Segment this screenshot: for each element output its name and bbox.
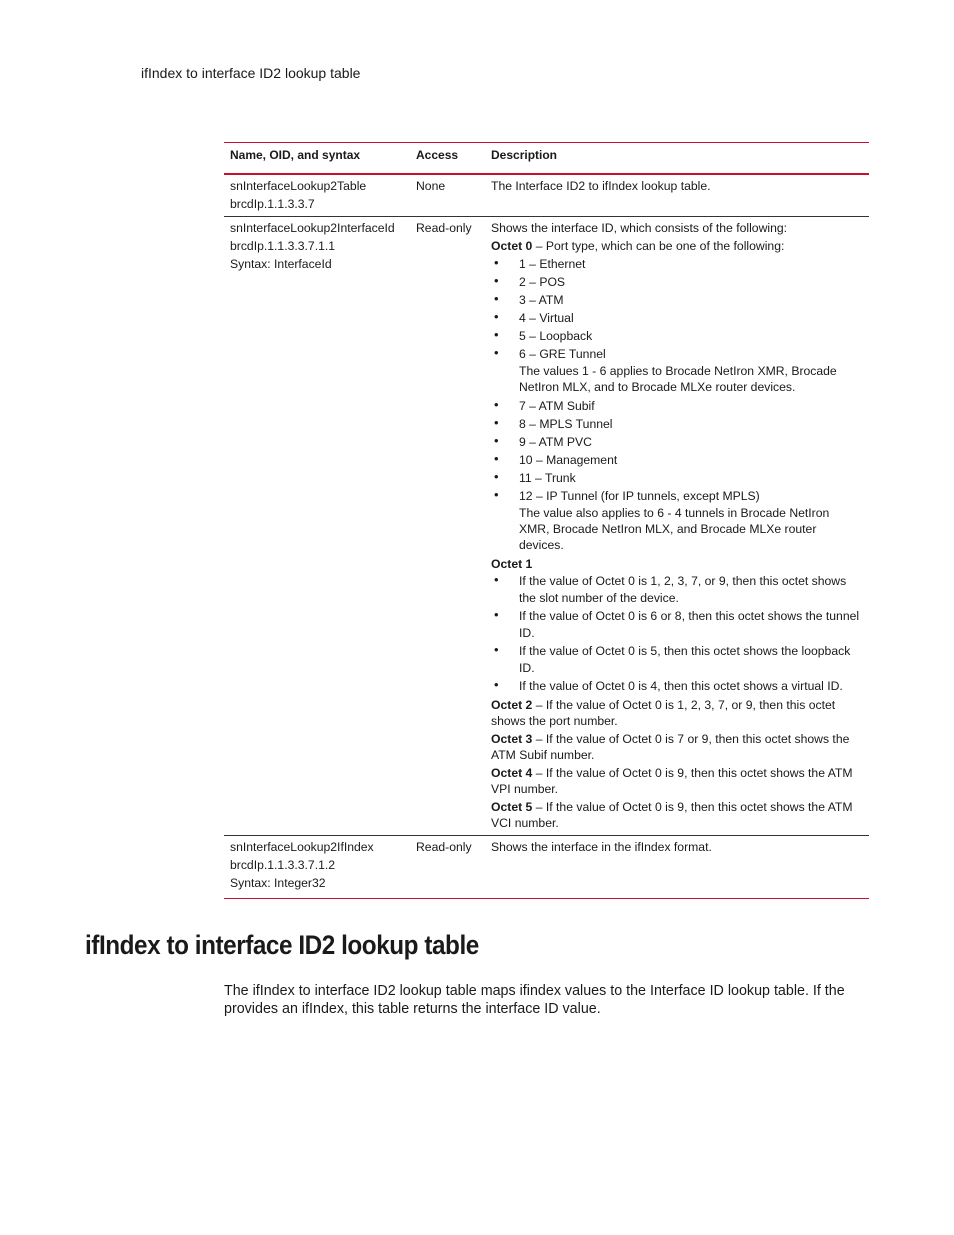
table-row: [224, 835, 869, 898]
octet-label: Octet 4: [491, 765, 533, 780]
bullet-icon: •: [494, 397, 499, 412]
description-cell: The Interface ID2 to ifIndex lookup table.: [491, 179, 711, 193]
bullet-icon: •: [494, 415, 499, 430]
bullet-icon: •: [494, 487, 499, 502]
list-item: • 5 – Loopback: [494, 327, 593, 343]
access-cell: Read-only: [416, 221, 472, 235]
list-item: • If the value of Octet 0 is 1, 2, 3, 7, or 9, then this octet shows the slot number of the device.: [494, 572, 847, 605]
bullet-icon: •: [494, 677, 499, 692]
bullet-icon: •: [494, 273, 499, 288]
bullet-icon: •: [494, 327, 499, 342]
object-name-cell: [224, 174, 410, 217]
list-item: • If the value of Octet 0 is 6 or 8, then this octet shows the tunnel ID.: [494, 607, 860, 640]
object-name: snInterfaceLookup2InterfaceId: [230, 221, 395, 235]
octet-label: Octet 5: [491, 799, 533, 814]
list-item: • If the value of Octet 0 is 5, then this octet shows the loopback ID.: [494, 642, 851, 675]
octet-text: – If the value of Octet 0 is 7 or 9, then this octet shows the ATM Subif number.: [491, 731, 850, 762]
mib-object-table: [224, 142, 869, 899]
octet0-line: [491, 237, 863, 255]
bullet-icon: •: [494, 433, 499, 448]
bullet-icon: •: [494, 469, 499, 484]
port-type-note: The values 1 - 6 applies to Brocade NetIron XMR, Brocade NetIron MLX, and to Brocade MLXe router devices.: [519, 364, 837, 394]
object-syntax: Syntax: Integer32: [230, 875, 326, 890]
section-title: ifIndex to interface ID2 lookup table: [85, 930, 479, 960]
bullet-icon: •: [494, 451, 499, 466]
list-item: • 8 – MPLS Tunnel: [494, 415, 613, 431]
octet1-label: Octet 1: [491, 557, 533, 571]
table-header-row: [224, 143, 869, 175]
bullet-icon: •: [494, 309, 499, 324]
running-header: ifIndex to interface ID2 lookup table: [141, 65, 361, 81]
table-row: [224, 174, 869, 217]
object-name: snInterfaceLookup2IfIndex: [230, 839, 374, 854]
description-intro: Shows the interface ID, which consists of the following:: [491, 221, 788, 235]
list-item: • 6 – GRE Tunnel: [494, 345, 606, 361]
column-header-description: Description: [491, 148, 558, 162]
access-cell: Read-only: [416, 839, 472, 854]
bullet-icon: •: [494, 345, 499, 360]
octet4-paragraph: [491, 765, 863, 798]
object-name: snInterfaceLookup2Table: [230, 179, 367, 193]
list-item: • If the value of Octet 0 is 4, then this octet shows a virtual ID.: [494, 677, 843, 693]
description-cell: [485, 217, 869, 836]
list-item: • 3 – ATM: [494, 291, 564, 307]
access-cell: None: [416, 179, 446, 193]
list-item: • 7 – ATM Subif: [494, 397, 595, 413]
description-cell: Shows the interface in the ifIndex format.: [491, 839, 712, 854]
octet-label: Octet 2: [491, 697, 533, 712]
list-item: • 1 – Ethernet: [494, 255, 586, 271]
section-paragraph: The ifIndex to interface ID2 lookup table maps ifindex values to the Interface ID lookup table. If the provides an ifIndex, this table returns the interface ID value.: [224, 983, 845, 1017]
column-header-access: Access: [416, 148, 459, 162]
list-item: • 11 – Trunk: [494, 469, 576, 485]
object-name-cell: [224, 835, 410, 898]
column-header-name: Name, OID, and syntax: [230, 148, 361, 162]
bullet-icon: •: [494, 642, 499, 657]
bullet-icon: •: [494, 255, 499, 270]
list-item: • 12 – IP Tunnel (for IP tunnels, except MPLS): [494, 487, 760, 503]
octet5-paragraph: [491, 799, 863, 832]
list-item: • 2 – POS: [494, 273, 566, 289]
object-name-cell: [224, 217, 410, 836]
octet-text: – If the value of Octet 0 is 9, then this octet shows the ATM VPI number.: [491, 765, 853, 796]
octet-label: Octet 3: [491, 731, 533, 746]
bullet-icon: •: [494, 607, 499, 622]
octet1-list: [491, 573, 863, 695]
octet2-paragraph: [491, 697, 863, 730]
list-item: • 4 – Virtual: [494, 309, 574, 325]
octet-text: – If the value of Octet 0 is 1, 2, 3, 7, or 9, then this octet shows the port number.: [491, 697, 836, 728]
octet-text: – Port type, which can be one of the following:: [532, 239, 785, 253]
octet3-paragraph: [491, 731, 863, 764]
bullet-icon: •: [494, 291, 499, 306]
list-item: • 9 – ATM PVC: [494, 433, 592, 449]
object-oid: brcdIp.1.1.3.3.7: [230, 197, 315, 211]
port-type-list-continued: [491, 397, 863, 505]
list-item: • 10 – Management: [494, 451, 618, 467]
octet-label: Octet 0: [491, 239, 533, 253]
tunnel-note: The value also applies to 6 - 4 tunnels in Brocade NetIron XMR, Brocade NetIron MLX, and Brocade MLXe router devices.: [519, 506, 830, 552]
object-syntax: Syntax: InterfaceId: [230, 257, 332, 271]
object-oid: brcdIp.1.1.3.3.7.1.2: [230, 857, 336, 872]
object-oid: brcdIp.1.1.3.3.7.1.1: [230, 239, 336, 253]
octet-text: – If the value of Octet 0 is 9, then this octet shows the ATM VCI number.: [491, 799, 853, 830]
table-row: [224, 217, 869, 836]
port-type-list: [491, 255, 863, 363]
bullet-icon: •: [494, 572, 499, 587]
